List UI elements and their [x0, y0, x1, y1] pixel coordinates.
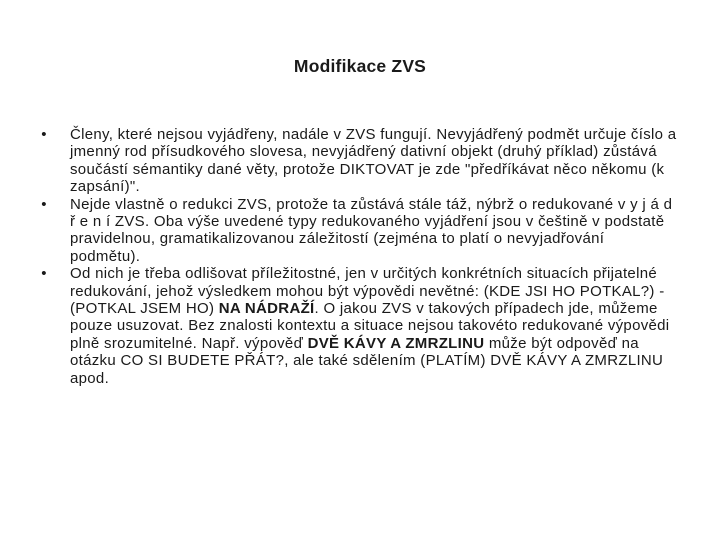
- slide-title: Modifikace ZVS: [293, 56, 427, 76]
- bullet-item-1: [38, 126, 678, 196]
- bullet-item-2: [38, 196, 678, 266]
- bullet-text-part: Od nich je třeba odlišovat příležitostné, jen v určitých konkrétních situacích přijatelné redukování, jehož výsledkem mohou být výpovědi nevětné: (KDE JSI HO POTKAL?) - (POTKAL JSEM HO): [70, 265, 665, 318]
- bullet-list: [38, 126, 678, 387]
- bold-phrase: NA NÁDRAŽÍ: [218, 300, 315, 318]
- bullet-item-3: [38, 265, 678, 387]
- bullet-text-part: může být odpověď na otázku CO SI BUDETE PŘÁT?, ale také sdělením (PLATÍM) DVĚ KÁVY A ZMRZLINU apod.: [70, 334, 664, 387]
- bullet-text: Nejde vlastně o redukci ZVS, protože ta zůstává stále táž, nýbrž o redukované v y j á d ř e n í ZVS. Oba výše uvedené typy redukovaného vyjádření jsou v češtině v podstatě pravidelnou, gramatikalizovanou záležitostí (zejména to platí o nevyjadřování podmětu).: [70, 195, 673, 265]
- bold-phrase: DVĚ KÁVY A ZMRZLINU: [307, 334, 485, 352]
- bullet-marker: •: [41, 126, 47, 143]
- bullet-marker: •: [41, 195, 47, 213]
- bullet-text-part: . O jakou ZVS v takových případech jde, můžeme pouze usuzovat. Bez znalosti kontextu a situace nejsou takovéto redukované výpovědi plně srozumitelné. Např. výpověď: [70, 300, 670, 352]
- bullet-text: [70, 265, 669, 386]
- bullet-marker: •: [41, 265, 47, 283]
- bullet-text: Členy, které nejsou vyjádřeny, nadále v ZVS fungují. Nevyjádřený podmět určuje číslo a jmenný rod přísudkového slovesa, nevyjádřený dativní objekt (druhý příklad) zůstává součástí sémantiky dané věty, protože DIKTOVAT je zde "předříkávat něco někomu (k zapsání)".: [70, 126, 677, 196]
